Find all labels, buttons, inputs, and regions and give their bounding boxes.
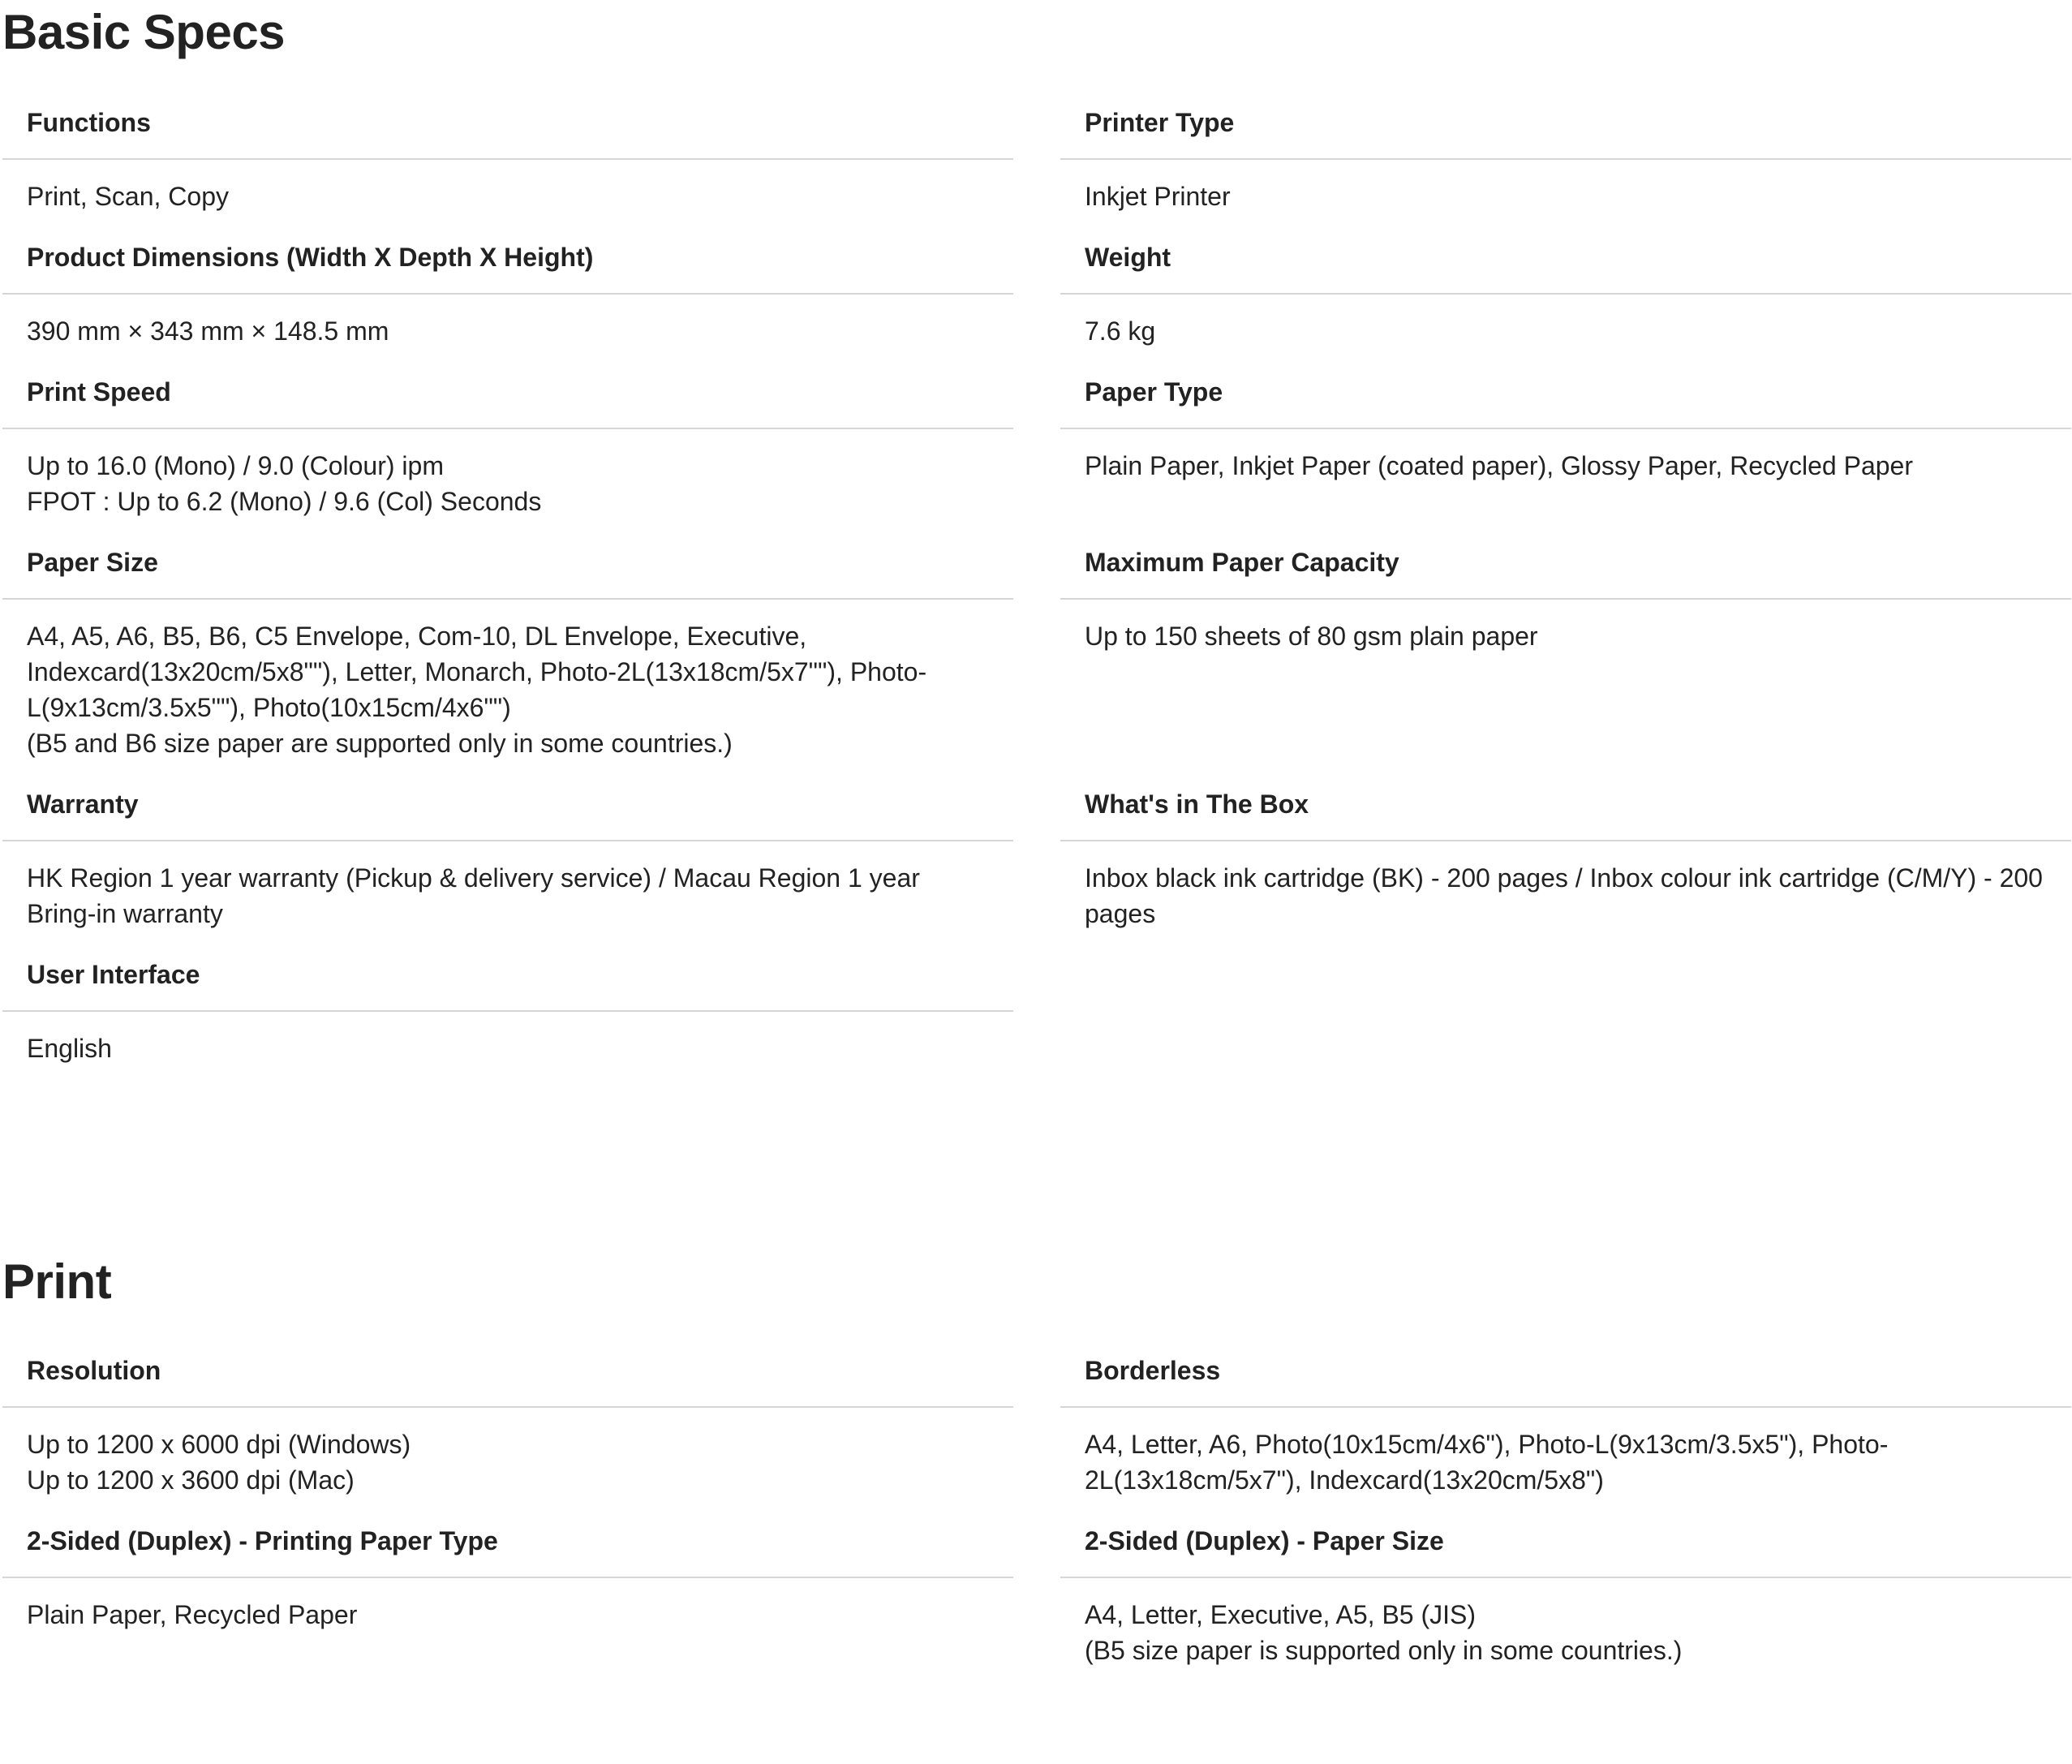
spec-column-right (1060, 1345, 2071, 1686)
spec-label: Paper Size (2, 537, 1013, 600)
spec-value: Plain Paper, Inkjet Paper (coated paper), Glossy Paper, Recycled Paper (1085, 451, 1913, 480)
spec-item-borderless (1060, 1345, 2071, 1516)
spec-label: Product Dimensions (Width X Depth X Height) (2, 232, 1013, 295)
spec-item-whats-in-box (1060, 779, 2071, 949)
section-title: Print (2, 1254, 112, 1309)
spec-label: 2-Sided (Duplex) - Paper Size (1060, 1516, 2071, 1578)
spec-label: Weight (1060, 232, 2071, 295)
spec-label: Resolution (2, 1345, 1013, 1408)
spec-value: A4, Letter, A6, Photo(10x15cm/4x6"), Photo-L(9x13cm/3.5x5"), Photo-2L(13x18cm/5x7"), Indexcard(13x20cm/5x8") (1085, 1430, 1889, 1495)
spec-item-resolution (2, 1345, 1013, 1516)
spec-item-warranty (2, 779, 1013, 949)
spec-value: Plain Paper, Recycled Paper (27, 1600, 358, 1629)
spec-column-right (1060, 97, 2071, 949)
spec-item-paper-size (2, 537, 1013, 779)
spec-label: 2-Sided (Duplex) - Printing Paper Type (2, 1516, 1013, 1578)
spec-label: Print Speed (2, 367, 1013, 429)
spec-item-print-speed (2, 367, 1013, 537)
spec-value: Print, Scan, Copy (27, 182, 229, 211)
spec-value: 390 mm × 343 mm × 148.5 mm (27, 316, 389, 346)
spec-value: A4, Letter, Executive, A5, B5 (JIS) (B5 size paper is supported only in some countries.) (1085, 1600, 1683, 1665)
spec-item-duplex-paper-type (2, 1516, 1013, 1650)
spec-column-left (2, 97, 1013, 1084)
spec-item-functions (2, 97, 1013, 232)
spec-item-max-paper-capacity (1060, 537, 2071, 779)
spec-label: What's in The Box (1060, 779, 2071, 841)
spec-label: User Interface (2, 949, 1013, 1012)
spec-value: 7.6 kg (1085, 316, 1156, 346)
spec-label: Printer Type (1060, 97, 2071, 160)
spec-value: A4, A5, A6, B5, B6, C5 Envelope, Com-10, DL Envelope, Executive, Indexcard(13x20cm/5x8""), Letter, Monarch, Photo-2L(13x18cm/5x7""), Photo-L(9x13cm/3.5x5""), Photo(10x15cm/4x6"") (B5 and B6 size paper are supported only in some countries.) (27, 622, 927, 758)
section-title: Basic Specs (2, 5, 286, 59)
spec-value: English (27, 1034, 112, 1063)
spec-label: Warranty (2, 779, 1013, 841)
spec-value: Up to 1200 x 6000 dpi (Windows) Up to 1200 x 3600 dpi (Mac) (27, 1430, 411, 1495)
spec-value: Inkjet Printer (1085, 182, 1231, 211)
spec-item-duplex-paper-size (1060, 1516, 2071, 1686)
spec-value: HK Region 1 year warranty (Pickup & delivery service) / Macau Region 1 year Bring-in warranty (27, 863, 920, 928)
spec-value: Up to 150 sheets of 80 gsm plain paper (1085, 622, 1538, 651)
print-section (0, 1250, 2072, 1665)
spec-item-user-interface (2, 949, 1013, 1084)
spec-label: Functions (2, 97, 1013, 160)
spec-label: Borderless (1060, 1345, 2071, 1408)
spec-item-weight (1060, 232, 2071, 367)
spec-value: Up to 16.0 (Mono) / 9.0 (Colour) ipm FPOT : Up to 6.2 (Mono) / 9.6 (Col) Seconds (27, 451, 542, 516)
spec-value: Inbox black ink cartridge (BK) - 200 pages / Inbox colour ink cartridge (C/M/Y) - 200 pages (1085, 863, 2043, 928)
spec-item-printer-type (1060, 97, 2071, 232)
spec-label: Paper Type (1060, 367, 2071, 429)
spec-column-left (2, 1345, 1013, 1650)
spec-item-dimensions (2, 232, 1013, 367)
spec-label: Maximum Paper Capacity (1060, 537, 2071, 600)
spec-item-paper-type (1060, 367, 2071, 537)
